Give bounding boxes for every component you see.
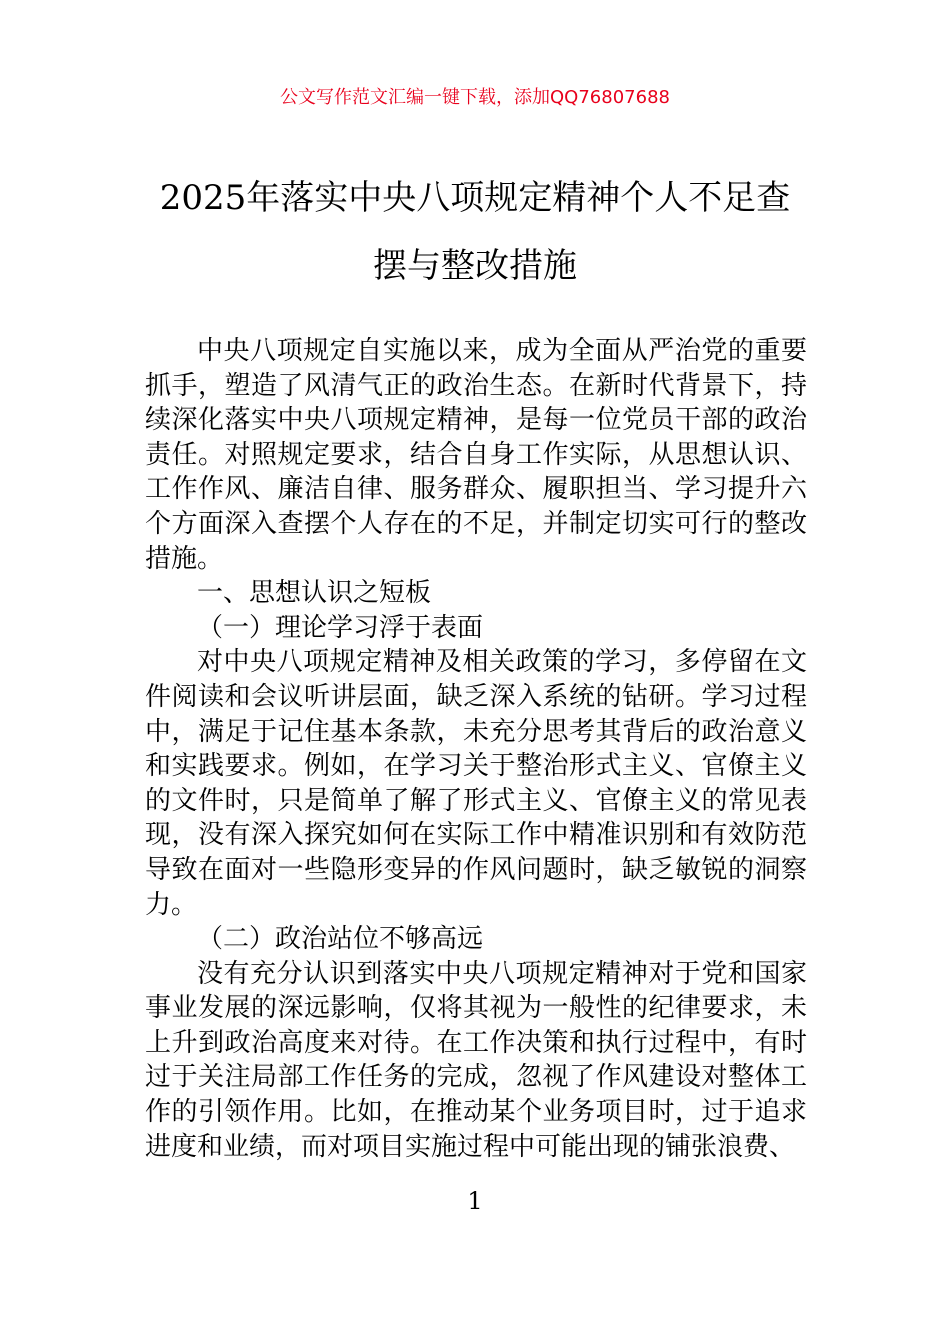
subsection-heading: （一）理论学习浮于表面 bbox=[197, 612, 484, 643]
document-body bbox=[145, 334, 807, 1164]
subsection-heading: （二）政治站位不够高远 bbox=[197, 924, 484, 955]
watermark-banner: 公文写作范文汇编一键下载，添加QQ76807688 bbox=[280, 87, 670, 108]
document-title-line-2: 摆与整改措施 bbox=[373, 246, 577, 286]
intro-paragraph: 中央八项规定自实施以来，成为全面从严治党的重要抓手，塑造了风清气正的政治生态。在新时代背景下，持续深化落实中央八项规定精神，是每一位党员干部的政治责任。对照规定要求，结合自身工作实际，从思想认识、工作作风、廉洁自律、服务群众、履职担当、学习提升六个方面深入查摆个人存在的不足，并制定切实可行的整改措施。 bbox=[145, 336, 807, 574]
body-paragraph: 对中央八项规定精神及相关政策的学习，多停留在文件阅读和会议听讲层面，缺乏深入系统的钻研。学习过程中，满足于记住基本条款，未充分思考其背后的政治意义和实践要求。例如，在学习关于整治形式主义、官僚主义的文件时，只是简单了解了形式主义、官僚主义的常见表现，没有深入探究如何在实际工作中精准识别和有效防范导致在面对一些隐形变异的作风问题时，缺乏敏锐的洞察力。 bbox=[145, 647, 807, 920]
section-heading: 一、思想认识之短板 bbox=[197, 578, 432, 609]
body-paragraph: 没有充分认识到落实中央八项规定精神对于党和国家事业发展的深远影响，仅将其视为一般性的纪律要求，未上升到政治高度来对待。在工作决策和执行过程中，有时过于关注局部工作任务的完成，忽视了作风建设对整体工作的引领作用。比如，在推动某个业务项目时，过于追求进度和业绩，而对项目实施过程中可能出现的铺张浪费、 bbox=[145, 958, 807, 1162]
document-title-line-1: 2025年落实中央八项规定精神个人不足查 bbox=[159, 178, 791, 218]
page-number: 1 bbox=[467, 1187, 483, 1215]
